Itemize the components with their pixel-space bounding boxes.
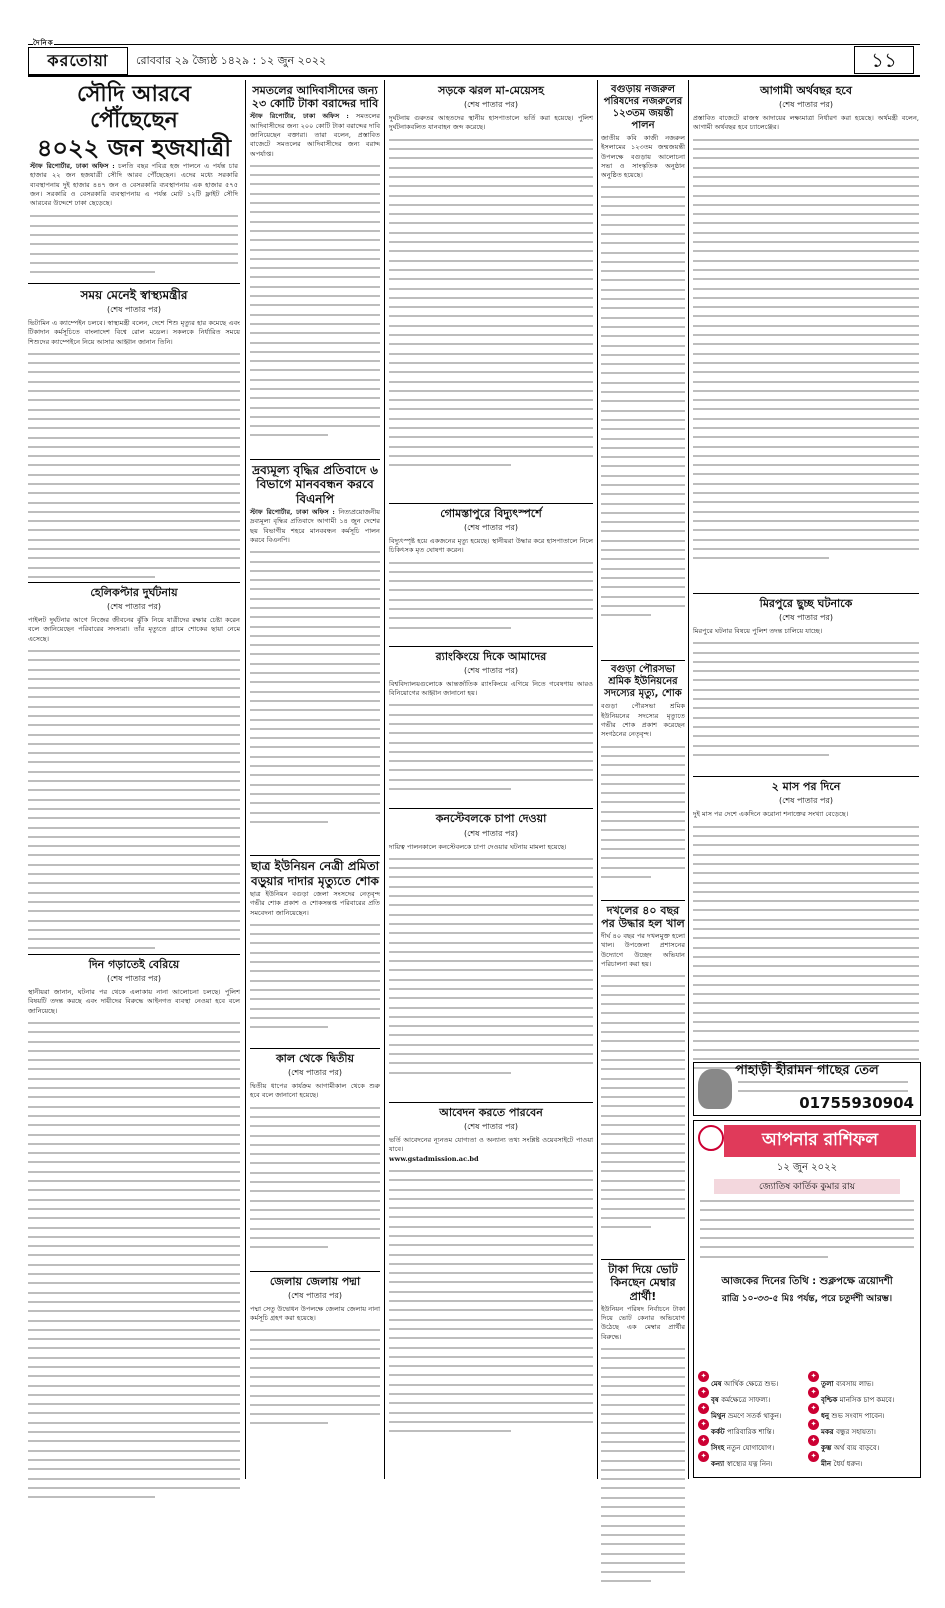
zodiac-icon: ✦: [698, 1435, 709, 1446]
column-rule: [597, 80, 598, 1479]
column-1: [28, 80, 240, 1479]
helicopter-text: পাইলট দুর্ঘটনার আগে নিজের জীবনের ঝুঁকি নিয়ে যাত্রীদের রক্ষার চেষ্টা করেন বলে জানিয়েছেন পরিবারের সদস্যরা। তাঁর মৃত্যুতে গ্রামে শোকের ছায়া নেমে এসেছে।: [28, 616, 240, 643]
budget-body-lines: [693, 139, 919, 589]
khal-text: দীর্ঘ ৪০ বছর পর দখলমুক্ত হলো খাল। উপজেলা প্রশাসনের উদ্যোগে উচ্ছেদ অভিযান পরিচালনা করা হয়।: [601, 932, 685, 968]
zodiac-sign-entry: [808, 1435, 913, 1451]
zodiac-sign-entry: [698, 1435, 803, 1451]
logo-text: করতোয়া: [47, 51, 109, 70]
padma-sub: (শেষ পাতার পর): [287, 1290, 343, 1300]
mirpur-text: মিরপুরে ঘটনার বিষয়ে পুলিশ তদন্ত চালিয়ে যাচ্ছে।: [693, 626, 823, 635]
zodiac-icon: ✦: [808, 1451, 819, 1462]
zodiac-sign-text: কর্মক্ষেত্রে সাফল্য।: [721, 1396, 771, 1404]
gomosta-headline: গোমস্তাপুরে বিদ্যুৎস্পর্শে: [389, 503, 593, 520]
apply-website[interactable]: www.gstadmission.ac.bd: [389, 1154, 479, 1163]
zodiac-sign-name: তুলা: [821, 1379, 836, 1388]
twomonths-sub: (শেষ পাতার পর): [778, 796, 834, 806]
zodiac-sign-text: পারিবারিক শান্তি।: [727, 1428, 775, 1436]
road-text: দুর্ঘটনায় গুরুতর আহতদের স্থানীয় হাসপাতালে ভর্তি করা হয়েছে। পুলিশ দুর্ঘটনাকবলিত যানবাহন জব্দ করেছে।: [389, 114, 593, 132]
twomonths-body-lines: [693, 826, 919, 1096]
kal-text: দ্বিতীয় ধাপের কার্যক্রম আগামীকাল থেকে শুরু হবে বলে জানানো হয়েছে।: [250, 1082, 380, 1100]
lead-story: [28, 80, 240, 284]
road-body-lines: [389, 139, 593, 499]
zodiac-sign-name: কুম্ভ: [821, 1443, 834, 1452]
zodiac-sign-name: কর্কট: [711, 1427, 728, 1436]
constable-text: দায়িত্ব পালনকালে কনস্টেবলকে চাপা দেওয়ার ঘটনায় মামলা হয়েছে।: [389, 842, 567, 851]
adivasi-body-lines: [250, 165, 380, 455]
adivasi-headline: সমতলের আদিবাসীদের জন্য ২৩ কোটি টাকা বরাদ্দের দাবি: [251, 84, 379, 111]
price-headline: দ্রব্যমূল্য বৃদ্ধির প্রতিবাদে ৬ বিভাগে মানববন্ধন করবে বিএনপি: [250, 459, 380, 506]
lead-byline: স্টাফ রিপোর্টার, ঢাকা অফিস :: [30, 162, 115, 170]
zodiac-sign-text: স্বাস্থ্যের যত্ন নিন।: [726, 1460, 773, 1468]
nazrul-body-lines: [601, 186, 685, 656]
khal-headline: দখলের ৪০ বছর পর উদ্ধার হল খাল: [601, 900, 685, 930]
lead-text: চলতি বছর পবিত্র হজ পালনে এ পর্যন্ত চার হাজার ২২ জন হজযাত্রী সৌদি আরব পৌঁছেছেন। এদের মধ্যে সরকারি ব্যবস্থাপনায় দুই হাজার ৪৪৭ জন ও বেসরকারি ব্যবস্থাপনায় এক হাজার ৫৭৫ জন। সরকারি ও বেসরকারি ব্যবস্থাপনায় এ পর্যন্ত মোট ১২টি ফ্লাইট সৌদি আরবের উদ্দেশে ঢাকা ছেড়েছে।: [30, 162, 238, 208]
logo-small-text: দৈনিক: [33, 39, 54, 47]
zodiac-wheel-icon: [698, 1125, 724, 1151]
gomosta-text: বিদ্যুৎস্পৃষ্ট হয়ে একজনের মৃত্যু হয়েছে। স্থানীয়রা উদ্ধার করে হাসপাতালে নিলে চিকিৎসক মৃত ঘোষণা করেন।: [389, 536, 593, 555]
column-rule: [688, 80, 689, 1479]
zodiac-sign-name: মকর: [821, 1427, 837, 1436]
health-body-lines: [28, 353, 240, 578]
zodiac-sign-entry: [698, 1451, 803, 1467]
road-headline: সড়কে ঝরল মা-মেয়েসহ: [438, 84, 544, 97]
price-byline: স্টাফ রিপোর্টার, ঢাকা অফিস :: [250, 508, 335, 517]
zodiac-sign-entry: [808, 1451, 913, 1467]
column-4: [601, 80, 685, 1479]
mirpur-headline: মিরপুরে ছুচ্ছ ঘটনাকে: [693, 593, 919, 610]
zodiac-icon: ✦: [698, 1403, 709, 1414]
zodiac-sign-text: ভ্রমণে সতর্ক থাকুন।: [728, 1412, 782, 1420]
helicopter-sub: (শেষ পাতার পর): [106, 602, 162, 612]
column-rule: [245, 80, 246, 1479]
horoscope-date: ১২ জুন ২০২২: [776, 1162, 838, 1173]
zodiac-sign-name: বৃশ্চিক: [821, 1395, 840, 1404]
budget-text: প্রস্তাবিত বাজেটে রাজস্ব আদায়ের লক্ষ্যমাত্রা নির্ধারণ করা হয়েছে। অর্থমন্ত্রী বলেন, আগামী অর্থবছর হবে চ্যালেঞ্জের।: [693, 114, 919, 132]
ad-title: পাহাড়ী হীরামন গাছের তেল: [735, 1063, 879, 1078]
lead-headline-1: সৌদি আরবে পৌঁছেছেন: [76, 82, 192, 133]
kal-sub: (শেষ পাতার পর): [287, 1068, 343, 1078]
column-rule: [384, 80, 385, 1479]
divorce-headline: দিন গড়াতেই বেরিয়ে: [28, 954, 240, 971]
zodiac-sign-text: ধৈর্য ধরুন।: [833, 1460, 863, 1468]
helicopter-headline: হেলিকপ্টার দুর্ঘটনায়: [28, 582, 240, 599]
zodiac-icon: ✦: [698, 1371, 709, 1382]
constable-headline: কনস্টেবলকে চাপা দেওয়া: [389, 808, 593, 825]
page-number: ১১: [854, 46, 914, 74]
zodiac-sign-entry: [808, 1371, 913, 1387]
mirpur-body-lines: [693, 642, 919, 772]
horoscope-tithi: আজকের দিনের তিথি : শুক্লপক্ষে ত্রয়োদশী: [721, 1276, 893, 1287]
zodiac-sign-text: আর্থিক ক্ষেত্রে শুভ।: [724, 1380, 779, 1388]
road-sub: (শেষ পাতার পর): [463, 100, 519, 110]
column-2: [250, 80, 380, 1479]
zodiac-sign-entry: [698, 1403, 803, 1419]
twomonths-text: দুই মাস পর দেশে একদিনে করোনা শনাক্তের সংখ্যা বেড়েছে।: [693, 810, 849, 819]
adivasi-byline: স্টাফ রিপোর্টার, ঢাকা অফিস :: [250, 112, 349, 121]
zodiac-sign-entry: [698, 1419, 803, 1435]
budget-sub: (শেষ পাতার পর): [778, 100, 834, 110]
price-text: নিত্যপ্রয়োজনীয় দ্রব্যমূল্য বৃদ্ধির প্রতিবাদে আগামী ১৪ জুন দেশের ছয় বিভাগীয় শহরে মানববন্ধন কর্মসূচি পালন করবে বিএনপি।: [250, 508, 380, 544]
zodiac-sign-entry: [698, 1371, 803, 1387]
price-body-lines: [250, 551, 380, 851]
health-text: ভিটামিন এ ক্যাম্পেইন চলবে। স্বাস্থ্যমন্ত্রী বলেন, দেশে শিশু মৃত্যুর হার কমেছে এবং টিকাদান কর্মসূচিতে বাংলাদেশ বিশ্বে রোল মডেল। সকলকে নির্ধারিত সময়ে শিশুদের ক্যাম্পেইনে নিয়ে আসার আহ্বান জানান তিনি।: [28, 318, 240, 346]
lead-headline-2: ৪০২২ জন হজযাত্রী: [36, 134, 232, 162]
zodiac-sign-text: শুভ সংবাদ পাবেন।: [831, 1412, 885, 1420]
horoscope-author: জ্যোতিষ কার্তিক কুমার রায়: [714, 1179, 900, 1194]
zodiac-sign-name: মেষ: [711, 1379, 725, 1388]
masthead: [28, 39, 920, 77]
zodiac-icon: ✦: [808, 1419, 819, 1430]
zodiac-icon: ✦: [808, 1387, 819, 1398]
zodiac-sign-text: বন্ধুর সহায়তা।: [836, 1428, 876, 1436]
zodiac-sign-entry: [808, 1403, 913, 1419]
nazrul-headline: বগুড়ায় নজরুল পরিষদের নজরুলের ১২৩তম জয়ন্তী পালন: [603, 84, 683, 131]
zodiac-icon: ✦: [698, 1451, 709, 1462]
column-3: [389, 80, 593, 1479]
kal-body-lines: [250, 1107, 380, 1267]
ad-portrait-image: [698, 1069, 732, 1109]
lead-body-lines: [30, 215, 238, 273]
worker-headline: বগুড়া পৌরসভা শ্রমিক ইউনিয়নের সদস্যের মৃত্যু, শোক: [601, 660, 685, 700]
zodiac-sign-name: মীন: [821, 1459, 834, 1468]
twomonths-headline: ২ মাস পর দিনে: [693, 776, 919, 793]
zodiac-sign-text: অর্থ ব্যয় বাড়বে।: [833, 1444, 880, 1452]
zodiac-sign-text: নতুন যোগাযোগ।: [726, 1444, 775, 1452]
zodiac-sign-name: ধনু: [821, 1411, 832, 1420]
student-text: ছাত্র ইউনিয়ন বগুড়া জেলা সংসদের নেতৃবৃন্দ গভীর শোক প্রকাশ ও শোকসন্তপ্ত পরিবারের প্রতি সমবেদনা জানিয়েছেন।: [250, 890, 380, 917]
zodiac-sign-name: মিথুন: [711, 1411, 729, 1420]
zodiac-icon: ✦: [808, 1435, 819, 1446]
zodiac-sign-name: কন্যা: [711, 1459, 727, 1468]
zodiac-sign-name: বৃষ: [711, 1395, 722, 1404]
budget-headline: আগামী অর্থবছর হবে: [760, 84, 852, 97]
zodiac-grid: [698, 1371, 916, 1473]
horoscope-intro-lines: [700, 1200, 914, 1270]
worker-text: বগুড়া পৌরসভা শ্রমিক ইউনিয়নের সদস্যের মৃত্যুতে গভীর শোক প্রকাশ করেছেন সংগঠনের নেতৃবৃন্দ।: [601, 702, 685, 739]
health-headline: সময় মেনেই স্বাস্থ্যমন্ত্রীর: [80, 287, 188, 302]
ranking-sub: (শেষ পাতার পর): [463, 665, 519, 675]
apply-body-lines: [389, 1170, 593, 1460]
constable-sub: (শেষ পাতার পর): [463, 828, 519, 838]
gomosta-sub: (শেষ পাতার পর): [463, 522, 519, 532]
kal-headline: কাল থেকে দ্বিতীয়: [250, 1048, 380, 1065]
zodiac-icon: ✦: [698, 1387, 709, 1398]
horoscope-title: আপনার রাশিফল: [724, 1125, 916, 1157]
student-body-lines: [250, 924, 380, 1044]
divorce-body-lines: [28, 1022, 240, 1502]
constable-body-lines: [389, 858, 593, 1098]
zodiac-sign-name: সিংহ: [711, 1443, 727, 1452]
zodiac-sign-entry: [698, 1387, 803, 1403]
apply-sub: (শেষ পাতার পর): [463, 1122, 519, 1132]
zodiac-icon: ✦: [808, 1371, 819, 1382]
gomosta-body-lines: [389, 562, 593, 642]
zodiac-sign-entry: [808, 1419, 913, 1435]
divorce-text: স্থানীয়রা জানান, ঘটনার পর থেকে এলাকায় নানা আলোচনা চলছে। পুলিশ বিষয়টি তদন্ত করছে এবং দায়ীদের বিরুদ্ধে আইনগত ব্যবস্থা নেওয়া হবে বলে জানিয়েছে।: [28, 988, 240, 1015]
newspaper-logo: [28, 39, 128, 75]
helicopter-body-lines: [28, 650, 240, 950]
worker-body-lines: [601, 746, 685, 896]
horoscope-box: [693, 1120, 921, 1478]
oil-advertisement: [693, 1062, 921, 1116]
zodiac-sign-entry: [808, 1387, 913, 1403]
zodiac-icon: ✦: [808, 1403, 819, 1414]
apply-text: ভর্তি আবেদনের ন্যূনতম যোগ্যতা ও অন্যান্য তথ্য সংশ্লিষ্ট ওয়েবসাইটে পাওয়া যাবে।: [389, 1136, 593, 1154]
apply-headline: আবেদন করতে পারবেন: [389, 1102, 593, 1119]
padma-headline: জেলায় জেলায় পদ্মা: [250, 1271, 380, 1288]
ad-phone-number: 01755930904: [799, 1094, 914, 1112]
khal-body-lines: [601, 975, 685, 1255]
column-5: [693, 80, 919, 1059]
padma-body-lines: [250, 1329, 380, 1439]
zodiac-sign-text: ব্যবসায় লাভ।: [835, 1380, 874, 1388]
padma-text: পদ্মা সেতু উদ্বোধন উপলক্ষে জেলায় জেলায় নানা কর্মসূচি গ্রহণ করা হয়েছে।: [250, 1304, 380, 1323]
nazrul-text: জাতীয় কবি কাজী নজরুল ইসলামের ১২৩তম জন্মজয়ন্তী উপলক্ষে বগুড়ায় আলোচনা সভা ও সাংস্কৃতিক অনুষ্ঠান অনুষ্ঠিত হয়েছে।: [601, 134, 685, 180]
ranking-text: বিশ্ববিদ্যালয়গুলোকে আন্তর্জাতিক র‍্যাংকিংয়ে এগিয়ে নিতে গবেষণায় আরও বিনিয়োগের আহ্বান জানানো হয়।: [389, 679, 593, 698]
student-headline: ছাত্র ইউনিয়ন নেত্রী প্রমিতা বড়ুয়ার দাদার মৃত্যুতে শোক: [250, 855, 380, 888]
health-sub: (শেষ পাতার পর): [106, 304, 162, 314]
ranking-headline: র‍্যাংকিংয়ে দিকে আমাদের: [389, 646, 593, 663]
divorce-sub: (শেষ পাতার পর): [106, 974, 162, 984]
vote-text: ইউনিয়ন পরিষদ নির্বাচনে টাকা দিয়ে ভোট কেনার অভিযোগ উঠেছে এক মেম্বার প্রার্থীর বিরুদ্ধে।: [601, 1304, 685, 1341]
ranking-body-lines: [389, 704, 593, 804]
adivasi-text: সমতলের আদিবাসীদের জন্য ২০০ কোটি টাকা বরাদ্দের দাবি জানিয়েছেন বক্তারা। তারা বলেন, প্রস্তাবিত বাজেটে সমতলের আদিবাসীদের জন্য বরাদ্দ অপর্যাপ্ত।: [250, 112, 380, 158]
mirpur-sub: (শেষ পাতার পর): [778, 612, 834, 622]
dateline: রোববার ২৯ জ্যৈষ্ঠ ১৪২৯ : ১২ জুন ২০২২: [136, 54, 327, 67]
vote-headline: টাকা দিয়ে ভোট কিনছেন মেম্বার প্রার্থী!: [601, 1259, 685, 1303]
zodiac-icon: ✦: [698, 1419, 709, 1430]
vote-body-lines: [601, 1348, 685, 1608]
zodiac-sign-text: মানসিক চাপ কমবে।: [839, 1396, 895, 1404]
horoscope-tithi-time: রাত্রি ১০-৩৩-৫ মিঃ পর্যন্ত, পরে চতুর্দশী আরম্ভ।: [721, 1294, 893, 1304]
